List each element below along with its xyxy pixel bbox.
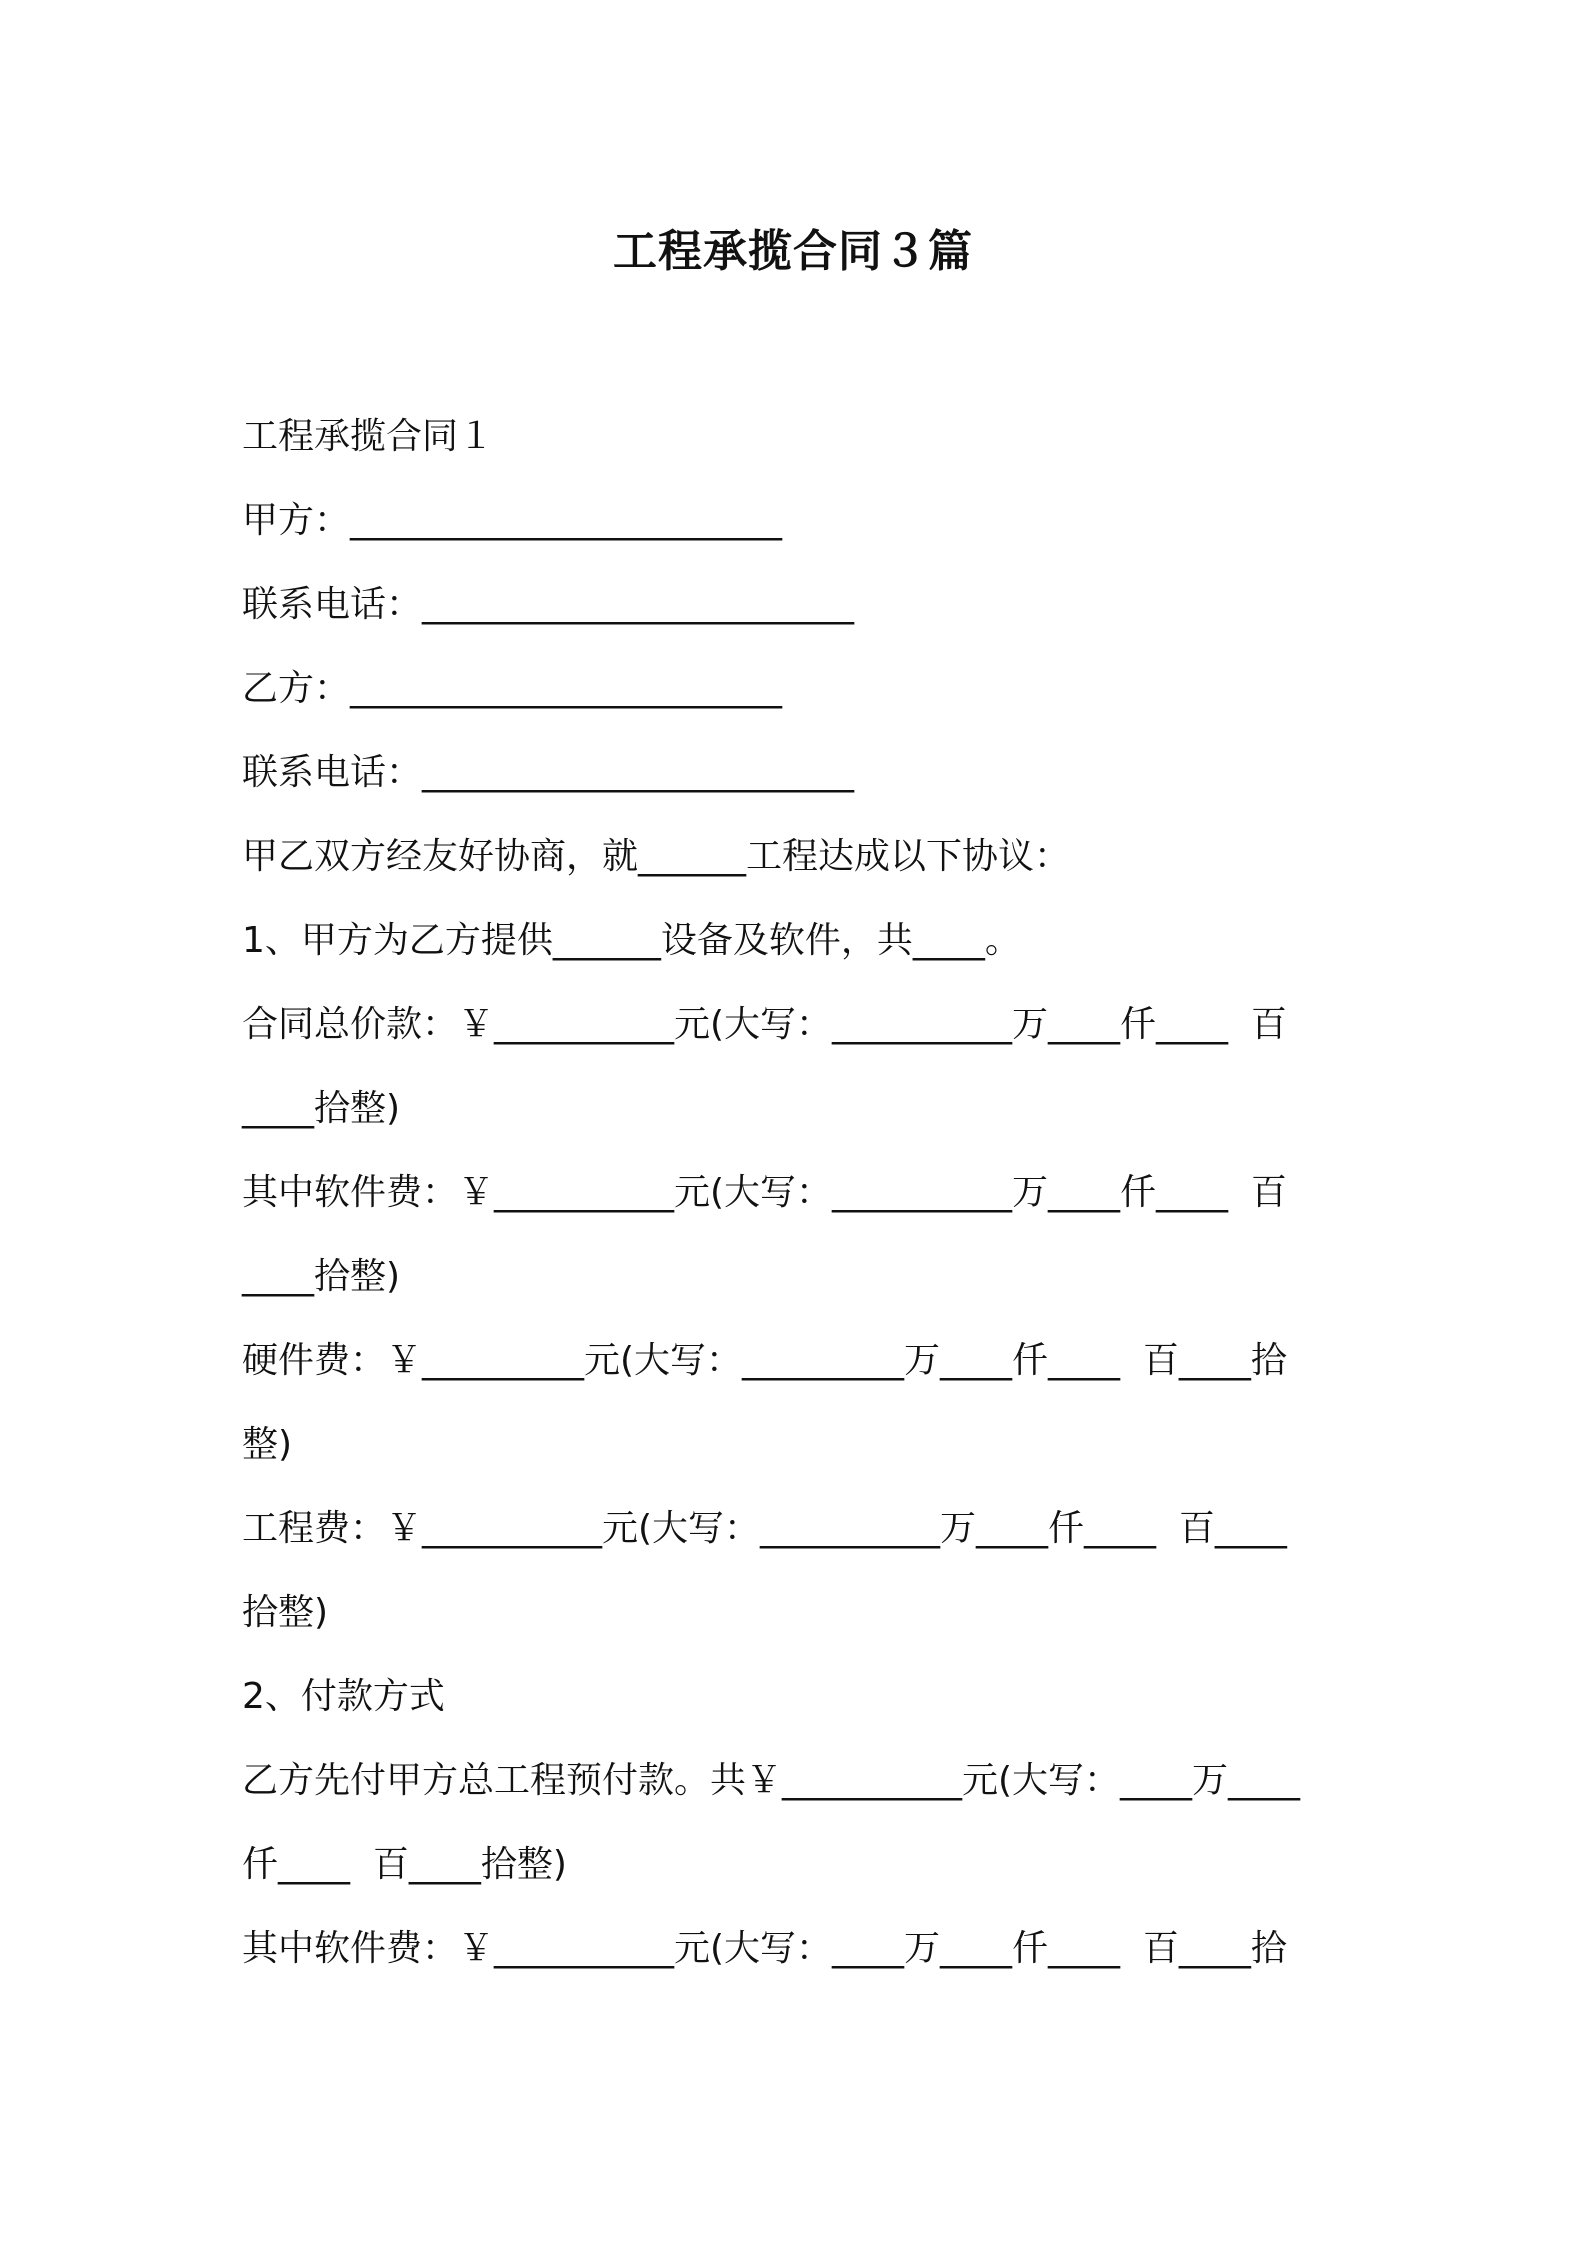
party-b-phone-line: 联系电话：________________________	[242, 752, 855, 793]
party-b-line: 乙方：________________________	[242, 668, 783, 709]
clause-1-line: 1、甲方为乙方提供______设备及软件，共____。	[242, 920, 1021, 961]
software-fee-line-cont: ____拾整)	[242, 1256, 401, 1297]
engineering-fee-line: 工程费：￥__________元(大写：__________万____仟____ 百____	[242, 1508, 1287, 1549]
advance-software-fee-line: 其中软件费：￥__________元(大写：____万____仟____ 百____拾	[242, 1928, 1287, 1969]
engineering-fee-line-cont: 拾整)	[242, 1592, 329, 1633]
advance-payment-line-cont: 仟____ 百____拾整)	[242, 1844, 567, 1885]
software-fee-line: 其中软件费：￥__________元(大写：__________万____仟____ 百	[242, 1172, 1287, 1213]
hardware-fee-line-cont: 整)	[242, 1424, 293, 1465]
total-price-line-cont: ____拾整)	[242, 1088, 401, 1129]
hardware-fee-line: 硬件费：￥_________元(大写：_________万____仟____ 百____拾	[242, 1340, 1287, 1381]
agreement-intro-line: 甲乙双方经友好协商，就______工程达成以下协议：	[242, 836, 1071, 877]
section-heading: 工程承揽合同１	[242, 416, 495, 457]
party-a-line: 甲方：________________________	[242, 500, 783, 541]
advance-payment-line: 乙方先付甲方总工程预付款。共￥__________元(大写：____万____	[242, 1760, 1301, 1801]
party-a-phone-line: 联系电话：________________________	[242, 584, 855, 625]
document-title: 工程承揽合同３篇	[613, 226, 973, 277]
total-price-line: 合同总价款：￥__________元(大写：__________万____仟____ 百	[242, 1004, 1287, 1045]
clause-2-heading: 2、付款方式	[242, 1676, 445, 1717]
